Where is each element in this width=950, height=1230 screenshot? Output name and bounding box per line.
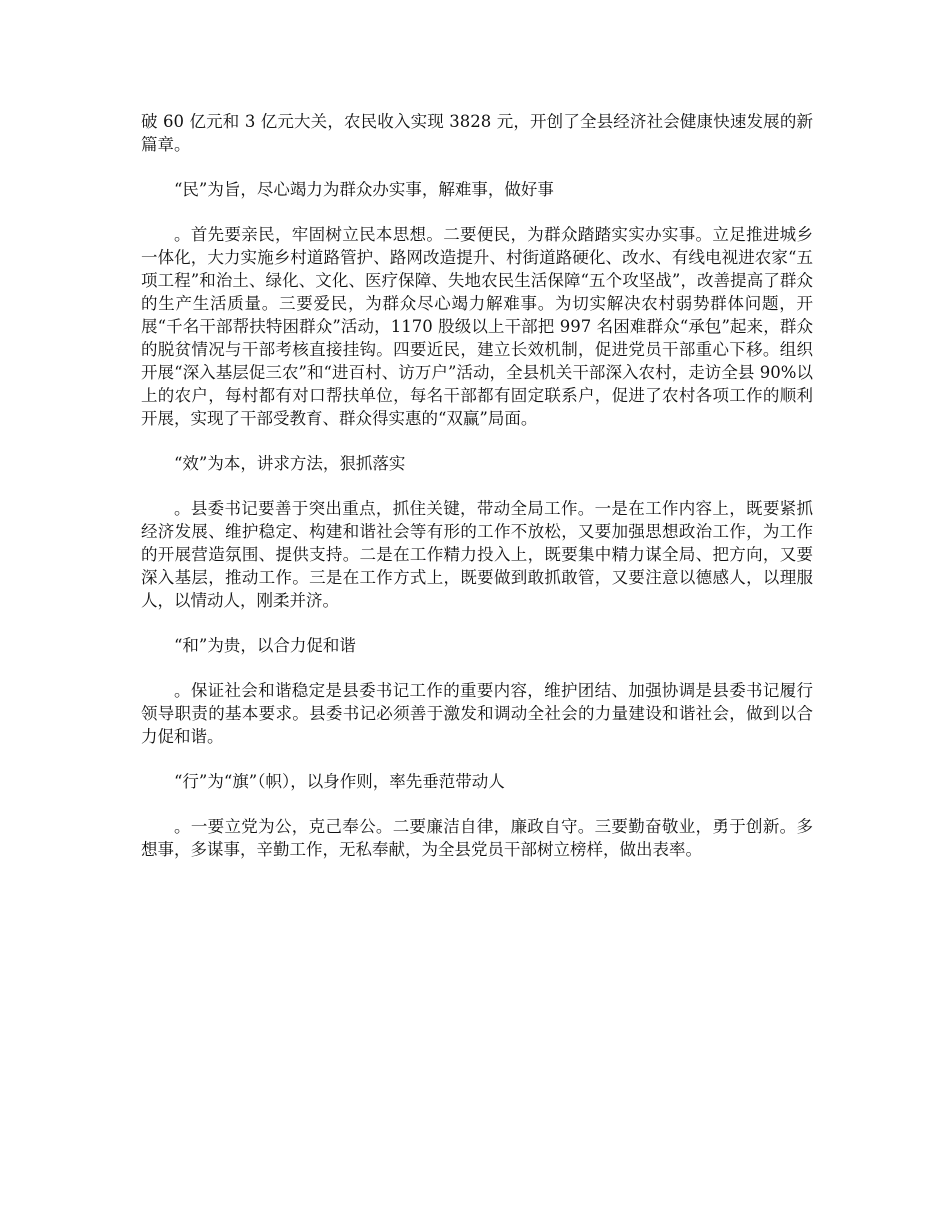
paragraph-he: 。保证社会和谐稳定是县委书记工作的重要内容，维护团结、加强协调是县委书记履行领导职责的基本要求。县委书记必须善于激发和调动全社会的力量建设和谐社会，做到以合力促和谐。	[141, 681, 813, 746]
paragraph-xiao: 。县委书记要善于突出重点，抓住关键，带动全局工作。一是在工作内容上，既要紧抓经济发展、维护稳定、构建和谐社会等有形的工作不放松，又要加强思想政治工作，为工作的开展营造氛围、提供支持。二是在工作精力投入上，既要集中精力谋全局、把方向，又要深入基层，推动工作。三是在工作方式上，既要做到敢抓敢管，又要注意以德感人，以理服人，以情动人，刚柔并济。	[141, 499, 813, 610]
paragraph-xing: 。一要立党为公，克己奉公。二要廉洁自律，廉政自守。三要勤奋敬业，勇于创新。多想事，多谋事，辛勤工作，无私奉献，为全县党员干部树立榜样，做出表率。	[141, 817, 813, 859]
section-heading-he: “和”为贵，以合力促和谐	[174, 636, 356, 655]
paragraph-min: 。首先要亲民，牢固树立民本思想。二要便民，为群众踏踏实实办实事。立足推进城乡一体化，大力实施乡村道路管护、路网改造提升、村街道路硬化、改水、有线电视进农家“五项工程”和治土、绿化、文化、医疗保障、失地农民生活保障“五个攻坚战”，改善提高了群众的生产生活质量。三要爱民，为群众尽心竭力解难事。为切实解决农村弱势群体问题，开展“千名干部帮扶特困群众”活动，1170 股级以上干部把 997 名困难群众“承包”起来，群众的脱贫情况与干部考核直接挂钩。四要近民，建立长效机制，促进党员干部重心下移。组织开展“深入基层促三农”和“进百村、访万户”活动，全县机关干部深入农村，走访全县 90%以上的农户，每村都有对口帮扶单位，每名干部都有固定联系户，促进了农村各项工作的顺利开展，实现了干部受教育、群众得实惠的“双赢”局面。	[141, 225, 813, 428]
paragraph-intro: 破 60 亿元和 3 亿元大关，农民收入实现 3828 元，开创了全县经济社会健康快速发展的新篇章。	[141, 112, 813, 154]
section-heading-xiao: “效”为本，讲求方法，狠抓落实	[174, 454, 406, 473]
section-heading-min: “民”为旨，尽心竭力为群众办实事，解难事，做好事	[174, 180, 554, 199]
section-heading-xing: “行”为“旗”（帜），以身作则，率先垂范带动人	[174, 772, 505, 791]
document-body	[141, 110, 813, 883]
